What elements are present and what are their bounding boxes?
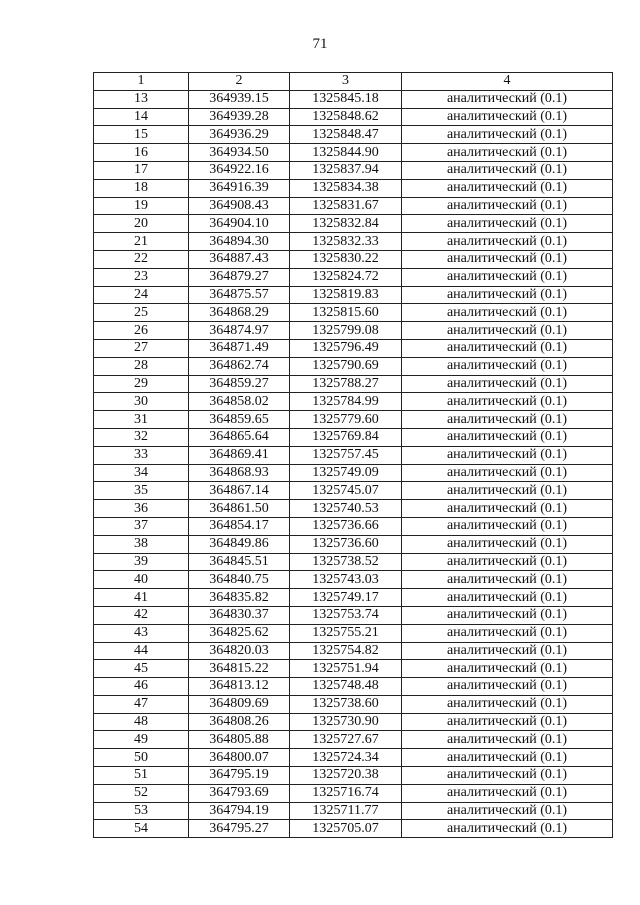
method-cell: аналитический (0.1) bbox=[402, 500, 613, 518]
table-row bbox=[94, 678, 613, 696]
method-cell: аналитический (0.1) bbox=[402, 268, 613, 286]
point-number-cell: 48 bbox=[94, 713, 189, 731]
header-cell-1: 1 bbox=[94, 73, 189, 91]
y-coordinate-cell: 1325740.53 bbox=[290, 500, 402, 518]
point-number-cell: 50 bbox=[94, 749, 189, 767]
method-cell: аналитический (0.1) bbox=[402, 393, 613, 411]
table-row bbox=[94, 606, 613, 624]
method-cell: аналитический (0.1) bbox=[402, 233, 613, 251]
method-cell: аналитический (0.1) bbox=[402, 126, 613, 144]
method-cell: аналитический (0.1) bbox=[402, 695, 613, 713]
point-number-cell: 17 bbox=[94, 161, 189, 179]
y-coordinate-cell: 1325743.03 bbox=[290, 571, 402, 589]
x-coordinate-cell: 364879.27 bbox=[189, 268, 290, 286]
method-cell: аналитический (0.1) bbox=[402, 286, 613, 304]
y-coordinate-cell: 1325757.45 bbox=[290, 446, 402, 464]
y-coordinate-cell: 1325769.84 bbox=[290, 428, 402, 446]
point-number-cell: 52 bbox=[94, 784, 189, 802]
table-row bbox=[94, 820, 613, 838]
table-row bbox=[94, 179, 613, 197]
point-number-cell: 42 bbox=[94, 606, 189, 624]
y-coordinate-cell: 1325837.94 bbox=[290, 161, 402, 179]
table-body bbox=[94, 90, 613, 837]
point-number-cell: 27 bbox=[94, 339, 189, 357]
x-coordinate-cell: 364793.69 bbox=[189, 784, 290, 802]
x-coordinate-cell: 364894.30 bbox=[189, 233, 290, 251]
point-number-cell: 44 bbox=[94, 642, 189, 660]
point-number-cell: 31 bbox=[94, 411, 189, 429]
point-number-cell: 14 bbox=[94, 108, 189, 126]
x-coordinate-cell: 364936.29 bbox=[189, 126, 290, 144]
y-coordinate-cell: 1325848.62 bbox=[290, 108, 402, 126]
x-coordinate-cell: 364840.75 bbox=[189, 571, 290, 589]
y-coordinate-cell: 1325755.21 bbox=[290, 624, 402, 642]
header-cell-4: 4 bbox=[402, 73, 613, 91]
x-coordinate-cell: 364867.14 bbox=[189, 482, 290, 500]
method-cell: аналитический (0.1) bbox=[402, 90, 613, 108]
table-row bbox=[94, 268, 613, 286]
y-coordinate-cell: 1325745.07 bbox=[290, 482, 402, 500]
x-coordinate-cell: 364934.50 bbox=[189, 144, 290, 162]
x-coordinate-cell: 364868.29 bbox=[189, 304, 290, 322]
table-row bbox=[94, 250, 613, 268]
table-row bbox=[94, 357, 613, 375]
y-coordinate-cell: 1325724.34 bbox=[290, 749, 402, 767]
point-number-cell: 29 bbox=[94, 375, 189, 393]
table-row bbox=[94, 535, 613, 553]
method-cell: аналитический (0.1) bbox=[402, 108, 613, 126]
table-row bbox=[94, 642, 613, 660]
y-coordinate-cell: 1325815.60 bbox=[290, 304, 402, 322]
table-row bbox=[94, 749, 613, 767]
y-coordinate-cell: 1325834.38 bbox=[290, 179, 402, 197]
y-coordinate-cell: 1325705.07 bbox=[290, 820, 402, 838]
method-cell: аналитический (0.1) bbox=[402, 411, 613, 429]
point-number-cell: 38 bbox=[94, 535, 189, 553]
point-number-cell: 47 bbox=[94, 695, 189, 713]
method-cell: аналитический (0.1) bbox=[402, 250, 613, 268]
x-coordinate-cell: 364859.27 bbox=[189, 375, 290, 393]
x-coordinate-cell: 364795.27 bbox=[189, 820, 290, 838]
method-cell: аналитический (0.1) bbox=[402, 357, 613, 375]
x-coordinate-cell: 364825.62 bbox=[189, 624, 290, 642]
method-cell: аналитический (0.1) bbox=[402, 784, 613, 802]
y-coordinate-cell: 1325730.90 bbox=[290, 713, 402, 731]
point-number-cell: 49 bbox=[94, 731, 189, 749]
y-coordinate-cell: 1325736.60 bbox=[290, 535, 402, 553]
x-coordinate-cell: 364922.16 bbox=[189, 161, 290, 179]
y-coordinate-cell: 1325844.90 bbox=[290, 144, 402, 162]
x-coordinate-cell: 364916.39 bbox=[189, 179, 290, 197]
point-number-cell: 43 bbox=[94, 624, 189, 642]
y-coordinate-cell: 1325711.77 bbox=[290, 802, 402, 820]
method-cell: аналитический (0.1) bbox=[402, 215, 613, 233]
x-coordinate-cell: 364904.10 bbox=[189, 215, 290, 233]
point-number-cell: 18 bbox=[94, 179, 189, 197]
point-number-cell: 45 bbox=[94, 660, 189, 678]
x-coordinate-cell: 364849.86 bbox=[189, 535, 290, 553]
method-cell: аналитический (0.1) bbox=[402, 571, 613, 589]
point-number-cell: 46 bbox=[94, 678, 189, 696]
header-cell-2: 2 bbox=[189, 73, 290, 91]
y-coordinate-cell: 1325845.18 bbox=[290, 90, 402, 108]
point-number-cell: 36 bbox=[94, 500, 189, 518]
method-cell: аналитический (0.1) bbox=[402, 713, 613, 731]
table-row bbox=[94, 339, 613, 357]
y-coordinate-cell: 1325832.33 bbox=[290, 233, 402, 251]
y-coordinate-cell: 1325716.74 bbox=[290, 784, 402, 802]
table-row bbox=[94, 784, 613, 802]
x-coordinate-cell: 364869.41 bbox=[189, 446, 290, 464]
header-row bbox=[94, 73, 613, 91]
point-number-cell: 40 bbox=[94, 571, 189, 589]
table-row bbox=[94, 233, 613, 251]
x-coordinate-cell: 364794.19 bbox=[189, 802, 290, 820]
y-coordinate-cell: 1325796.49 bbox=[290, 339, 402, 357]
method-cell: аналитический (0.1) bbox=[402, 678, 613, 696]
method-cell: аналитический (0.1) bbox=[402, 197, 613, 215]
point-number-cell: 39 bbox=[94, 553, 189, 571]
point-number-cell: 26 bbox=[94, 322, 189, 340]
table-row bbox=[94, 215, 613, 233]
point-number-cell: 21 bbox=[94, 233, 189, 251]
method-cell: аналитический (0.1) bbox=[402, 464, 613, 482]
y-coordinate-cell: 1325790.69 bbox=[290, 357, 402, 375]
point-number-cell: 34 bbox=[94, 464, 189, 482]
method-cell: аналитический (0.1) bbox=[402, 589, 613, 607]
x-coordinate-cell: 364805.88 bbox=[189, 731, 290, 749]
point-number-cell: 23 bbox=[94, 268, 189, 286]
y-coordinate-cell: 1325748.48 bbox=[290, 678, 402, 696]
method-cell: аналитический (0.1) bbox=[402, 446, 613, 464]
point-number-cell: 37 bbox=[94, 517, 189, 535]
y-coordinate-cell: 1325788.27 bbox=[290, 375, 402, 393]
point-number-cell: 54 bbox=[94, 820, 189, 838]
method-cell: аналитический (0.1) bbox=[402, 624, 613, 642]
table-row bbox=[94, 108, 613, 126]
point-number-cell: 30 bbox=[94, 393, 189, 411]
method-cell: аналитический (0.1) bbox=[402, 179, 613, 197]
method-cell: аналитический (0.1) bbox=[402, 802, 613, 820]
y-coordinate-cell: 1325738.52 bbox=[290, 553, 402, 571]
x-coordinate-cell: 364859.65 bbox=[189, 411, 290, 429]
table-row bbox=[94, 393, 613, 411]
table-row bbox=[94, 571, 613, 589]
table-row bbox=[94, 161, 613, 179]
point-number-cell: 51 bbox=[94, 767, 189, 785]
x-coordinate-cell: 364800.07 bbox=[189, 749, 290, 767]
method-cell: аналитический (0.1) bbox=[402, 517, 613, 535]
method-cell: аналитический (0.1) bbox=[402, 428, 613, 446]
page-number: 71 bbox=[312, 36, 328, 52]
x-coordinate-cell: 364865.64 bbox=[189, 428, 290, 446]
x-coordinate-cell: 364815.22 bbox=[189, 660, 290, 678]
y-coordinate-cell: 1325779.60 bbox=[290, 411, 402, 429]
y-coordinate-cell: 1325832.84 bbox=[290, 215, 402, 233]
y-coordinate-cell: 1325720.38 bbox=[290, 767, 402, 785]
x-coordinate-cell: 364875.57 bbox=[189, 286, 290, 304]
x-coordinate-cell: 364813.12 bbox=[189, 678, 290, 696]
table-row bbox=[94, 624, 613, 642]
table-row bbox=[94, 286, 613, 304]
method-cell: аналитический (0.1) bbox=[402, 820, 613, 838]
y-coordinate-cell: 1325749.09 bbox=[290, 464, 402, 482]
x-coordinate-cell: 364939.28 bbox=[189, 108, 290, 126]
x-coordinate-cell: 364809.69 bbox=[189, 695, 290, 713]
y-coordinate-cell: 1325830.22 bbox=[290, 250, 402, 268]
point-number-cell: 13 bbox=[94, 90, 189, 108]
table-row bbox=[94, 695, 613, 713]
table-row bbox=[94, 304, 613, 322]
point-number-cell: 22 bbox=[94, 250, 189, 268]
header-cell-3: 3 bbox=[290, 73, 402, 91]
y-coordinate-cell: 1325754.82 bbox=[290, 642, 402, 660]
method-cell: аналитический (0.1) bbox=[402, 749, 613, 767]
x-coordinate-cell: 364808.26 bbox=[189, 713, 290, 731]
point-number-cell: 33 bbox=[94, 446, 189, 464]
point-number-cell: 20 bbox=[94, 215, 189, 233]
y-coordinate-cell: 1325848.47 bbox=[290, 126, 402, 144]
method-cell: аналитический (0.1) bbox=[402, 767, 613, 785]
y-coordinate-cell: 1325736.66 bbox=[290, 517, 402, 535]
x-coordinate-cell: 364868.93 bbox=[189, 464, 290, 482]
point-number-cell: 25 bbox=[94, 304, 189, 322]
point-number-cell: 16 bbox=[94, 144, 189, 162]
x-coordinate-cell: 364887.43 bbox=[189, 250, 290, 268]
point-number-cell: 35 bbox=[94, 482, 189, 500]
table-row bbox=[94, 553, 613, 571]
table-row bbox=[94, 411, 613, 429]
table-row bbox=[94, 731, 613, 749]
table-row bbox=[94, 464, 613, 482]
x-coordinate-cell: 364939.15 bbox=[189, 90, 290, 108]
y-coordinate-cell: 1325819.83 bbox=[290, 286, 402, 304]
x-coordinate-cell: 364830.37 bbox=[189, 606, 290, 624]
method-cell: аналитический (0.1) bbox=[402, 339, 613, 357]
x-coordinate-cell: 364862.74 bbox=[189, 357, 290, 375]
method-cell: аналитический (0.1) bbox=[402, 660, 613, 678]
table-row bbox=[94, 126, 613, 144]
y-coordinate-cell: 1325831.67 bbox=[290, 197, 402, 215]
table-header bbox=[94, 73, 613, 91]
table-row bbox=[94, 144, 613, 162]
table-row bbox=[94, 90, 613, 108]
method-cell: аналитический (0.1) bbox=[402, 553, 613, 571]
method-cell: аналитический (0.1) bbox=[402, 375, 613, 393]
table-row bbox=[94, 428, 613, 446]
x-coordinate-cell: 364908.43 bbox=[189, 197, 290, 215]
table-row bbox=[94, 446, 613, 464]
table-row bbox=[94, 802, 613, 820]
x-coordinate-cell: 364795.19 bbox=[189, 767, 290, 785]
table-row bbox=[94, 482, 613, 500]
table-row bbox=[94, 322, 613, 340]
method-cell: аналитический (0.1) bbox=[402, 144, 613, 162]
method-cell: аналитический (0.1) bbox=[402, 304, 613, 322]
coordinates-table bbox=[93, 72, 613, 838]
method-cell: аналитический (0.1) bbox=[402, 642, 613, 660]
x-coordinate-cell: 364845.51 bbox=[189, 553, 290, 571]
x-coordinate-cell: 364858.02 bbox=[189, 393, 290, 411]
point-number-cell: 19 bbox=[94, 197, 189, 215]
x-coordinate-cell: 364874.97 bbox=[189, 322, 290, 340]
point-number-cell: 24 bbox=[94, 286, 189, 304]
method-cell: аналитический (0.1) bbox=[402, 322, 613, 340]
method-cell: аналитический (0.1) bbox=[402, 535, 613, 553]
table-row bbox=[94, 375, 613, 393]
y-coordinate-cell: 1325784.99 bbox=[290, 393, 402, 411]
y-coordinate-cell: 1325824.72 bbox=[290, 268, 402, 286]
y-coordinate-cell: 1325727.67 bbox=[290, 731, 402, 749]
point-number-cell: 53 bbox=[94, 802, 189, 820]
table-row bbox=[94, 500, 613, 518]
x-coordinate-cell: 364854.17 bbox=[189, 517, 290, 535]
point-number-cell: 32 bbox=[94, 428, 189, 446]
table-row bbox=[94, 660, 613, 678]
point-number-cell: 41 bbox=[94, 589, 189, 607]
x-coordinate-cell: 364835.82 bbox=[189, 589, 290, 607]
x-coordinate-cell: 364820.03 bbox=[189, 642, 290, 660]
table-row bbox=[94, 713, 613, 731]
x-coordinate-cell: 364861.50 bbox=[189, 500, 290, 518]
table-row bbox=[94, 517, 613, 535]
y-coordinate-cell: 1325751.94 bbox=[290, 660, 402, 678]
x-coordinate-cell: 364871.49 bbox=[189, 339, 290, 357]
method-cell: аналитический (0.1) bbox=[402, 161, 613, 179]
method-cell: аналитический (0.1) bbox=[402, 606, 613, 624]
y-coordinate-cell: 1325799.08 bbox=[290, 322, 402, 340]
y-coordinate-cell: 1325753.74 bbox=[290, 606, 402, 624]
point-number-cell: 15 bbox=[94, 126, 189, 144]
y-coordinate-cell: 1325749.17 bbox=[290, 589, 402, 607]
table-row bbox=[94, 767, 613, 785]
method-cell: аналитический (0.1) bbox=[402, 731, 613, 749]
table-row bbox=[94, 197, 613, 215]
y-coordinate-cell: 1325738.60 bbox=[290, 695, 402, 713]
method-cell: аналитический (0.1) bbox=[402, 482, 613, 500]
point-number-cell: 28 bbox=[94, 357, 189, 375]
table-row bbox=[94, 589, 613, 607]
